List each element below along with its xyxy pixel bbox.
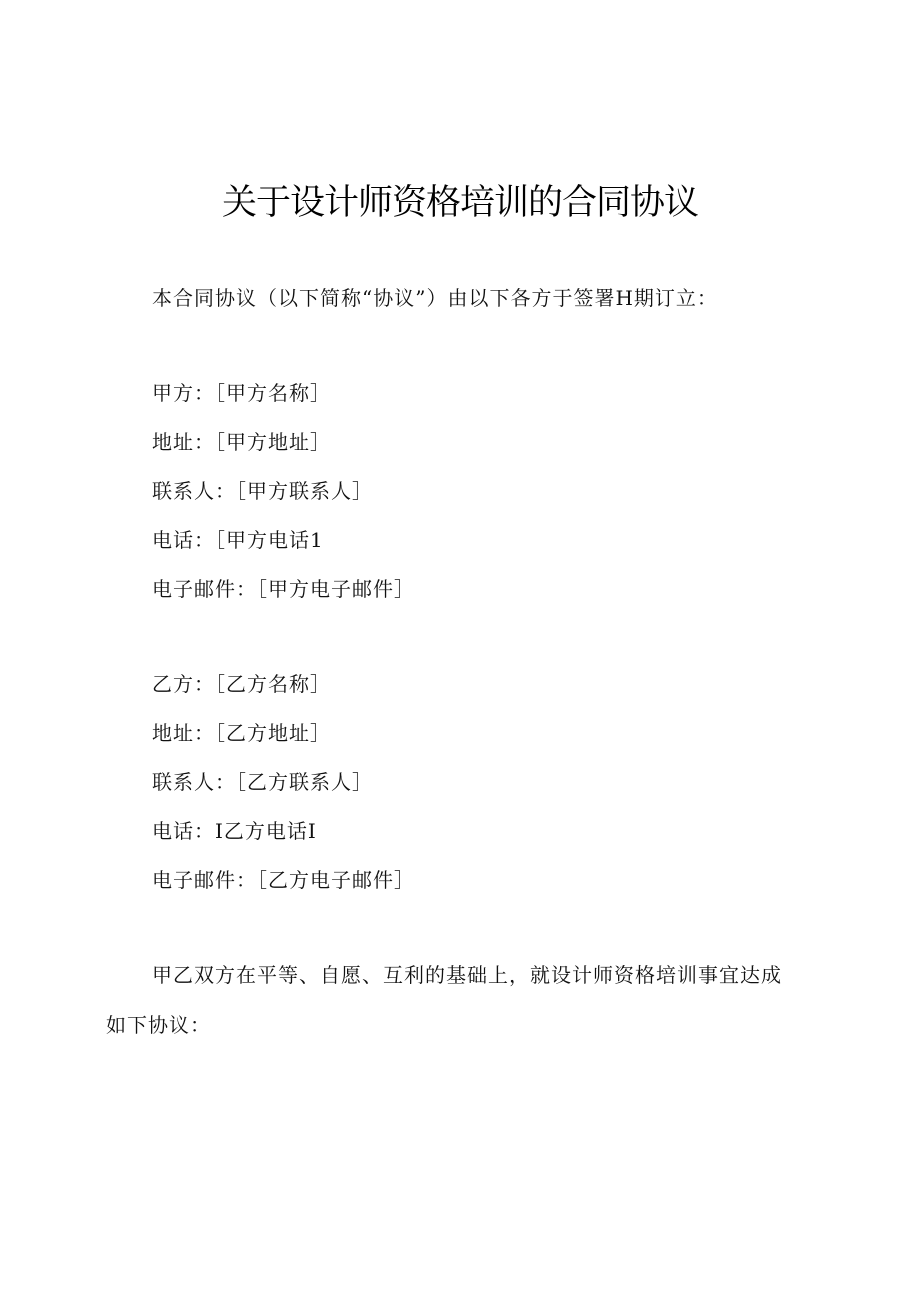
party-b-address: 地址：［乙方地址］ [152,721,331,745]
party-a-contact: 联系人：［甲方联系人］ [152,479,373,503]
party-b-contact: 联系人：［乙方联系人］ [152,770,373,794]
party-a-email: 电子邮件：［甲方电子邮件］ [152,577,415,601]
agreement-paragraph-line-1: 甲乙双方在平等、自愿、互利的基础上，就设计师资格培训事宜达成 [152,963,782,987]
party-a-address: 地址：［甲方地址］ [152,430,331,454]
party-a-phone: 电话：［甲方电话1 [152,528,324,552]
intro-paragraph: 本合同协议（以下简称“协议”）由以下各方于签署H期订立： [152,286,718,310]
party-b-email: 电子邮件：［乙方电子邮件］ [152,868,415,892]
document-title: 关于设计师资格培训的合同协议 [221,183,698,223]
agreement-paragraph-line-2: 如下协议： [106,1013,211,1037]
party-a-name: 甲方：［甲方名称］ [152,381,331,405]
party-b-name: 乙方：［乙方名称］ [152,672,331,696]
party-b-phone: 电话：I乙方电话I [152,819,317,843]
